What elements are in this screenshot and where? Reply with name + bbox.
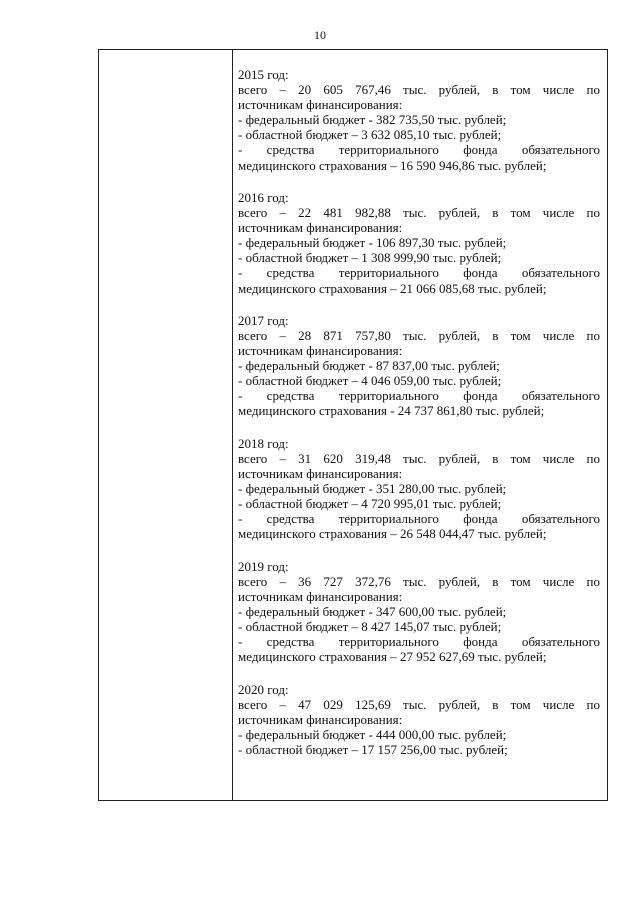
insurance-fund-line: - средства территориального фонда обязательного: [238, 265, 600, 281]
insurance-fund-amount-line: медицинского страхования – 21 066 085,68 тыс. рублей;: [238, 280, 547, 296]
funding-table: [98, 49, 608, 801]
year-heading: 2017 год:: [238, 312, 289, 328]
regional-budget-line: - областной бюджет – 1 308 999,90 тыс. рублей;: [238, 250, 502, 266]
federal-budget-line: - федеральный бюджет - 444 000,00 тыс. рублей;: [238, 727, 507, 743]
sources-line: источникам финансирования:: [238, 711, 403, 727]
insurance-fund-amount-line: медицинского страхования - 24 737 861,80 тыс. рублей;: [238, 403, 545, 419]
funding-cell: [238, 67, 600, 775]
total-line: всего – 28 871 757,80 тыс. рублей, в том числе по: [238, 328, 600, 343]
year-heading: 2016 год:: [238, 189, 289, 205]
federal-budget-line: - федеральный бюджет - 351 280,00 тыс. рублей;: [238, 481, 507, 497]
total-line: всего – 47 029 125,69 тыс. рублей, в том числе по: [238, 696, 600, 712]
insurance-fund-line: - средства территориального фонда обязательного: [238, 634, 600, 650]
total-line: всего – 31 620 319,48 тыс. рублей, в том числе по: [238, 450, 600, 466]
federal-budget-line: - федеральный бюджет - 106 897,30 тыс. рублей;: [238, 235, 507, 251]
insurance-fund-line: - средства территориального фонда обязательного: [238, 511, 600, 527]
insurance-fund-line: - средства территориального фонда обязательного: [238, 142, 600, 158]
year-block-2018: [238, 436, 600, 542]
page-number: 10: [314, 28, 326, 42]
regional-budget-line: - областной бюджет – 8 427 145,07 тыс. рублей;: [238, 619, 502, 635]
total-line: всего – 20 605 767,46 тыс. рублей, в том числе по: [238, 82, 600, 98]
year-heading: 2020 год:: [238, 681, 289, 697]
total-line: всего – 36 727 372,76 тыс. рублей, в том числе по: [238, 573, 600, 589]
insurance-fund-amount-line: медицинского страхования – 27 952 627,69 тыс. рублей;: [238, 649, 547, 665]
total-line: всего – 22 481 982,88 тыс. рублей, в том числе по: [238, 205, 600, 221]
federal-budget-line: - федеральный бюджет - 347 600,00 тыс. рублей;: [238, 604, 507, 620]
sources-line: источникам финансирования:: [238, 343, 403, 359]
sources-line: источникам финансирования:: [238, 97, 403, 113]
sources-line: источникам финансирования:: [238, 466, 403, 482]
year-heading: 2015 год:: [238, 67, 289, 82]
federal-budget-line: - федеральный бюджет - 382 735,50 тыс. рублей;: [238, 112, 507, 128]
year-block-2016: [238, 190, 600, 296]
sources-line: источникам финансирования:: [238, 589, 403, 604]
regional-budget-line: - областной бюджет – 4 046 059,00 тыс. рублей;: [238, 373, 502, 389]
regional-budget-line: - областной бюджет – 3 632 085,10 тыс. рублей;: [238, 127, 502, 143]
year-block-2017: [238, 313, 600, 419]
regional-budget-line: - областной бюджет – 17 157 256,00 тыс. рублей;: [238, 742, 508, 758]
year-heading: 2019 год:: [238, 558, 289, 574]
sources-line: источникам финансирования:: [238, 220, 403, 236]
insurance-fund-amount-line: медицинского страхования – 26 548 044,47 тыс. рублей;: [238, 526, 547, 542]
year-block-2020: [238, 682, 600, 757]
insurance-fund-amount-line: медицинского страхования – 16 590 946,86 тыс. рублей;: [238, 157, 547, 173]
year-block-2019: [238, 559, 600, 665]
regional-budget-line: - областной бюджет – 4 720 995,01 тыс. рублей;: [238, 496, 502, 512]
year-block-2015: [238, 67, 600, 173]
insurance-fund-line: - средства территориального фонда обязательного: [238, 388, 600, 404]
federal-budget-line: - федеральный бюджет - 87 837,00 тыс. рублей;: [238, 358, 500, 374]
year-heading: 2018 год:: [238, 435, 289, 451]
column-divider: [232, 50, 233, 800]
